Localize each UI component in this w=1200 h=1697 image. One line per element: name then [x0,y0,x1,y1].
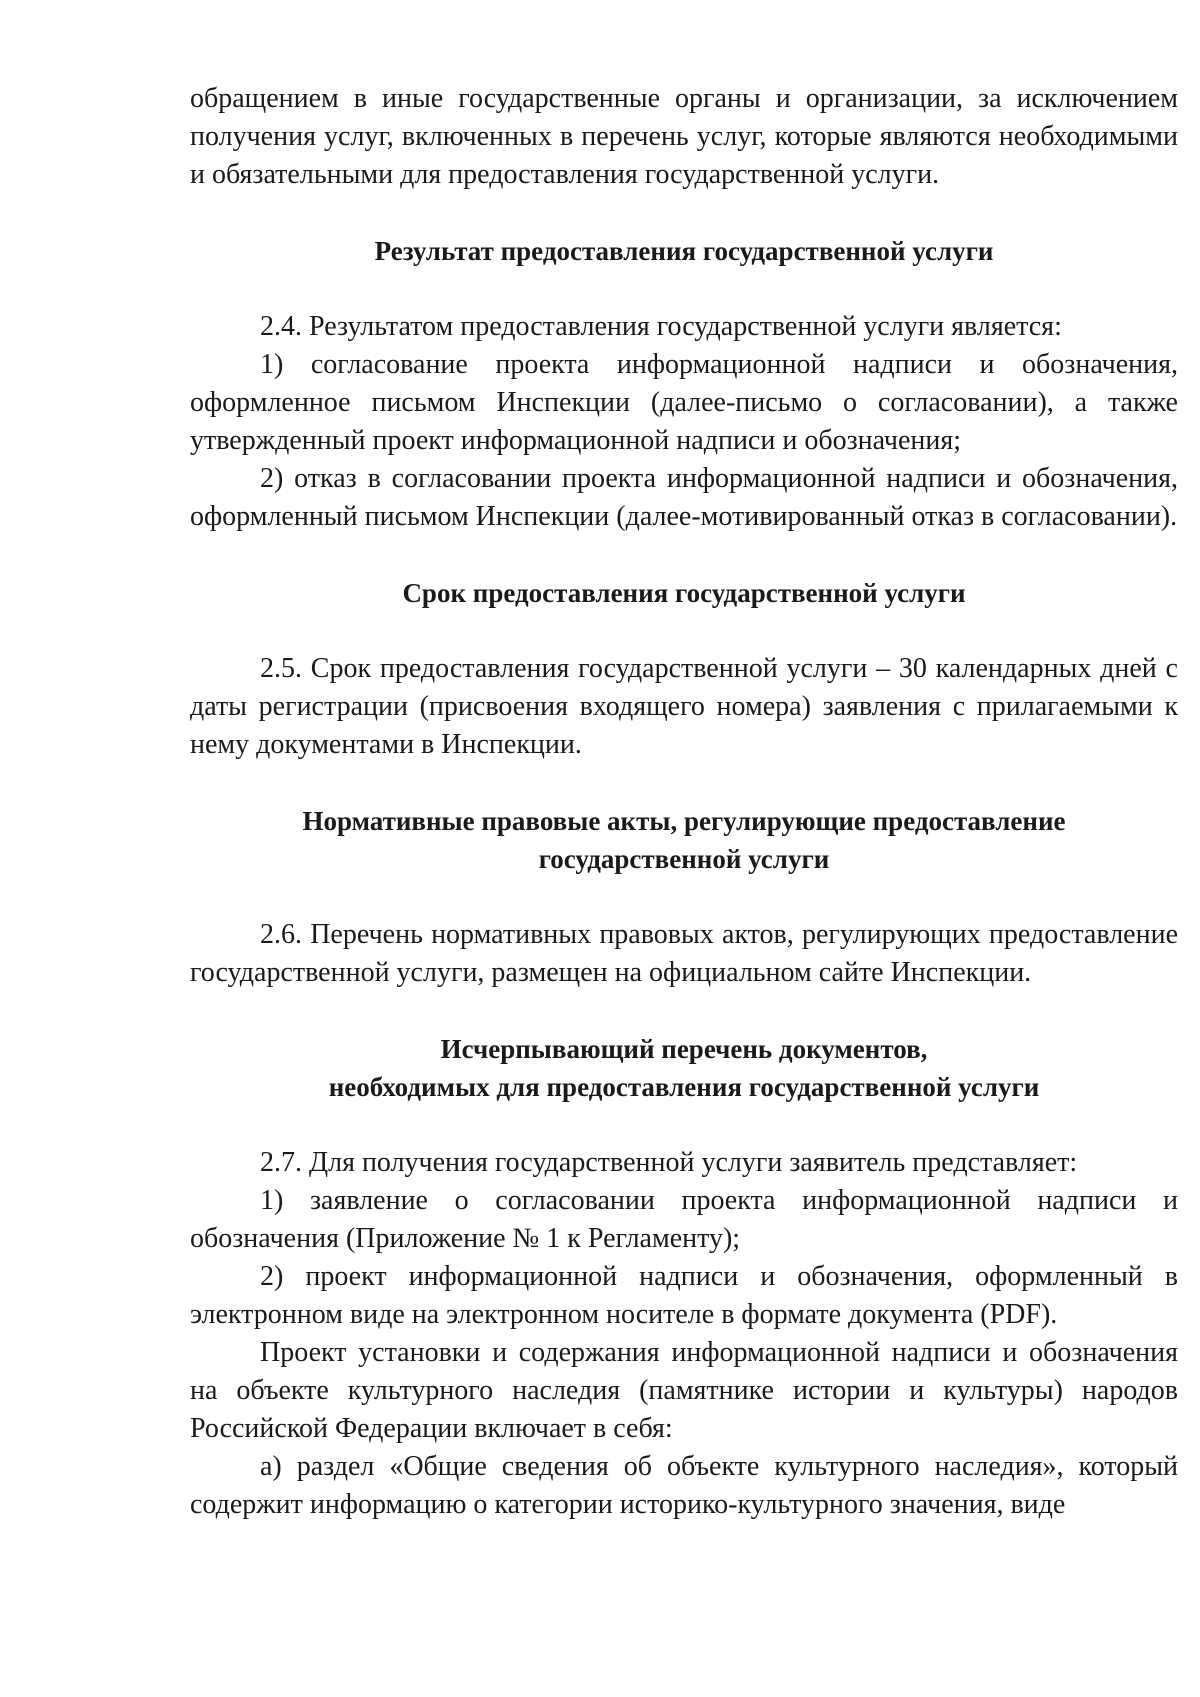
paragraph-2-4: 2.4. Результатом предоставления государственной услуги является: [260,311,1062,342]
heading-term: Срок предоставления государственной услуги [402,578,966,608]
paragraph-2-5: 2.5. Срок предоставления государственной услуги – 30 календарных дней с даты регистрации (присвоения входящего номера) заявления с прилагаемыми к нему документами в Инспекции. [190,653,1178,760]
document-body [190,80,1178,1524]
docs-item-1: 1) заявление о согласовании проекта информационной надписи и обозначения (Приложение № 1 к Регламенту); [190,1185,1178,1254]
intro-paragraph: обращением в иные государственные органы и организации, за исключением получения услуг, включенных в перечень услуг, которые являются необходимыми и обязательными для предоставления государственной услуги. [190,83,1178,190]
docs-item-2: 2) проект информационной надписи и обозначения, оформленный в электронном виде на электронном носителе в формате документа (PDF). [190,1261,1178,1330]
result-item-2: 2) отказ в согласовании проекта информационной надписи и обозначения, оформленный письмом Инспекции (далее-мотивированный отказ в согласовании). [190,463,1178,532]
docs-item-a: а) раздел «Общие сведения об объекте культурного наследия», который содержит информацию о категории историко-культурного значения, виде [190,1451,1178,1520]
heading-acts-line2: государственной услуги [538,844,830,874]
paragraph-2-7: 2.7. Для получения государственной услуги заявитель представляет: [260,1147,1078,1178]
paragraph-2-6: 2.6. Перечень нормативных правовых актов, регулирующих предоставление государственной услуги, размещен на официальном сайте Инспекции. [190,919,1178,988]
heading-acts-line1: Нормативные правовые акты, регулирующие предоставление [302,806,1066,836]
heading-result: Результат предоставления государственной услуги [374,236,994,266]
result-item-1: 1) согласование проекта информационной надписи и обозначения, оформленное письмом Инспекции (далее-письмо о согласовании), а также утвержденный проект информационной надписи и обозначения; [190,349,1178,456]
heading-docs-line2: необходимых для предоставления государственной услуги [328,1072,1040,1102]
project-paragraph: Проект установки и содержания информационной надписи и обозначения на объекте культурного наследия (памятнике истории и культуры) народов Российской Федерации включает в себя: [190,1337,1178,1444]
heading-docs-line1: Исчерпывающий перечень документов, [440,1034,928,1064]
